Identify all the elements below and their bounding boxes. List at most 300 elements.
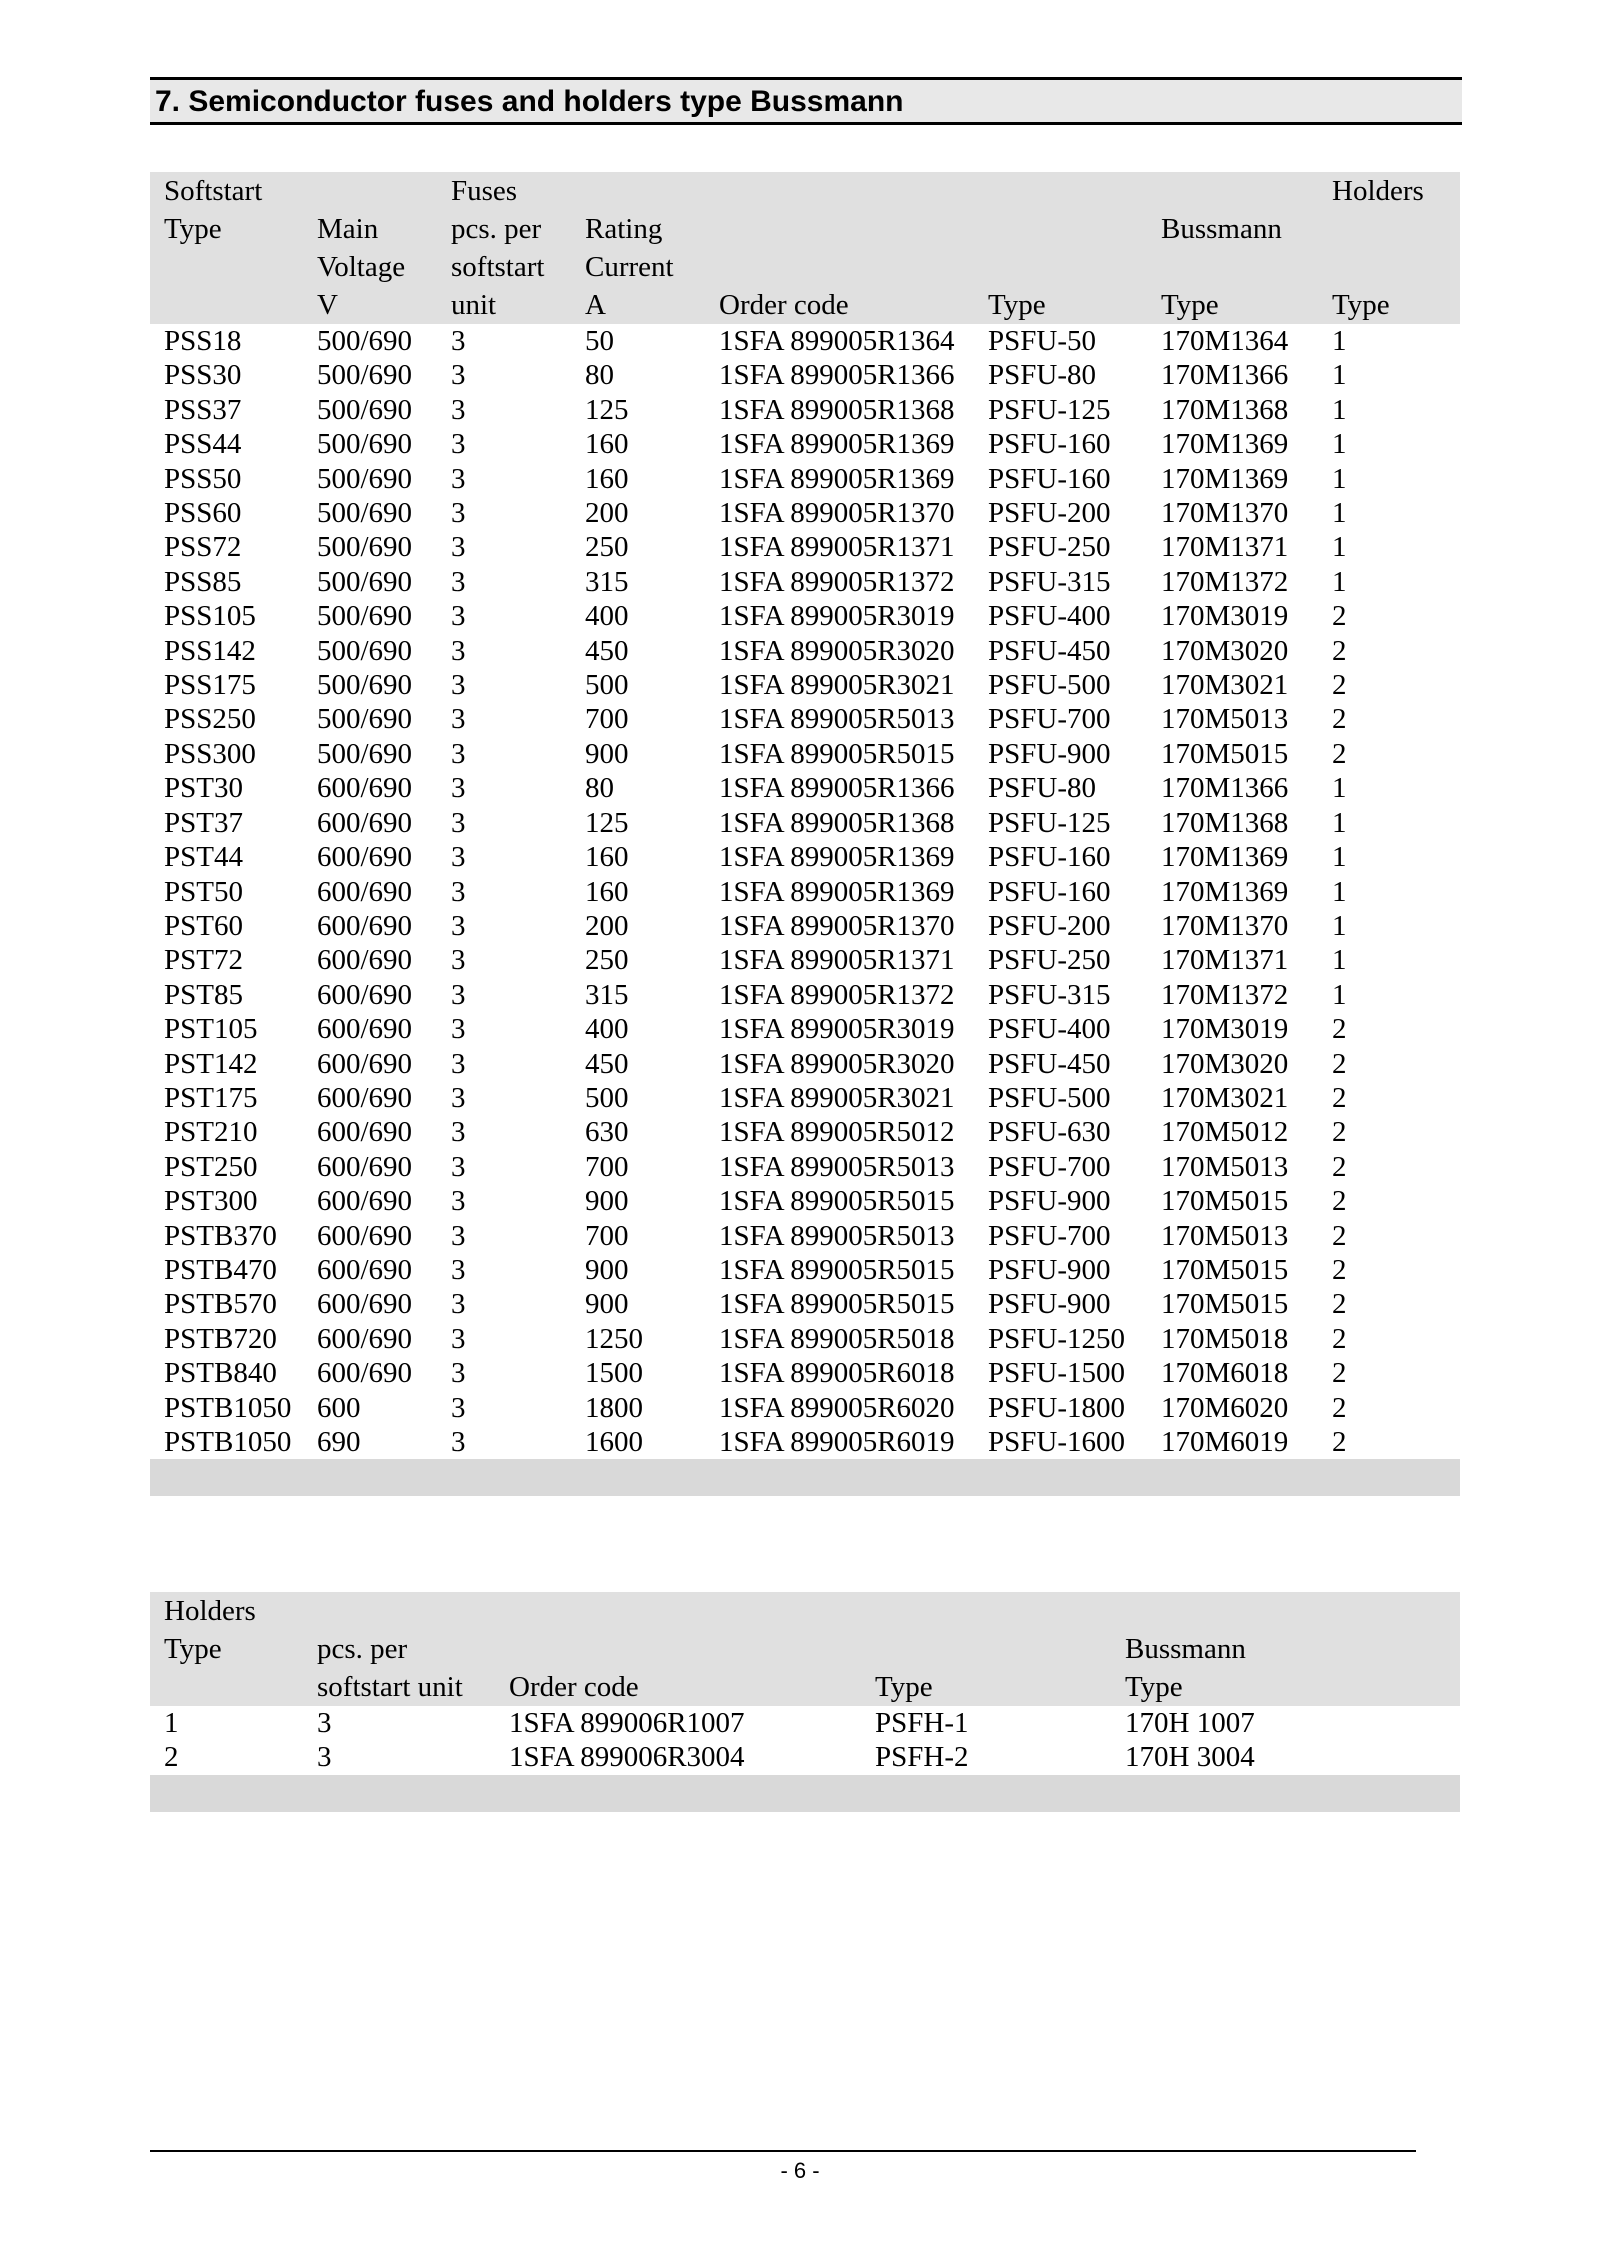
table-cell: 170H 3004 <box>1125 1741 1255 1774</box>
table-cell: 170M1372 <box>1161 565 1289 598</box>
table-cell: PSFU-900 <box>988 1185 1111 1218</box>
table-cell: 600/690 <box>317 1357 413 1390</box>
table-cell: 170M1364 <box>1161 325 1289 357</box>
header-cell <box>303 172 437 210</box>
header-row <box>150 248 1460 286</box>
header-cell: Type <box>150 210 303 248</box>
table-cell: PSFU-500 <box>988 1081 1111 1114</box>
table-cell: 900 <box>585 737 629 770</box>
table-cell: 3 <box>451 497 466 530</box>
table-cell: PSFH-2 <box>875 1741 969 1774</box>
table-cell: 170M3020 <box>1161 1047 1289 1080</box>
table-cell: 500 <box>585 1081 629 1114</box>
table-cell: 600/690 <box>317 1150 413 1183</box>
table-cell: 600/690 <box>317 1116 413 1149</box>
header-cell <box>705 172 974 210</box>
header-cell <box>571 172 705 210</box>
table-cell: PSFU-80 <box>988 359 1096 392</box>
table-cell: 1SFA 899005R5015 <box>719 1185 955 1218</box>
header-cell: Rating <box>571 210 705 248</box>
table-cell: PST85 <box>164 978 243 1011</box>
table-cell: 3 <box>451 1391 466 1424</box>
table-cell: 3 <box>451 772 466 805</box>
table-cell: 3 <box>451 1322 466 1355</box>
table-cell: PSFU-250 <box>988 944 1111 977</box>
table-cell: PST37 <box>164 806 243 839</box>
header-cell: V <box>303 286 437 324</box>
header-cell: Bussmann <box>1147 210 1318 248</box>
table-cell: 170M1368 <box>1161 393 1289 426</box>
header-cell <box>974 210 1147 248</box>
table-cell: PST60 <box>164 909 243 942</box>
table-cell: 170M1369 <box>1161 875 1289 908</box>
footer-divider <box>150 2150 1416 2152</box>
table-cell: PSS37 <box>164 393 242 426</box>
table-cell: 1 <box>1332 978 1347 1011</box>
table-cell: 500/690 <box>317 393 413 426</box>
header-cell <box>1318 210 1460 248</box>
header-cell: Type <box>150 1630 303 1668</box>
table-cell: PST50 <box>164 875 243 908</box>
header-cell: Order code <box>705 286 974 324</box>
header-row <box>150 1592 1460 1630</box>
header-row <box>150 1668 1460 1706</box>
table-cell: 600/690 <box>317 806 413 839</box>
header-cell: unit <box>437 286 571 324</box>
table-row <box>150 1047 1460 1081</box>
table-cell: 1 <box>1332 462 1347 495</box>
header-cell <box>861 1630 1111 1668</box>
table-cell: 50 <box>585 325 614 357</box>
table-cell: 1250 <box>585 1322 643 1355</box>
table-cell: PSS30 <box>164 359 242 392</box>
header-cell: pcs. per <box>303 1630 495 1668</box>
table-cell: 1SFA 899005R5018 <box>719 1322 955 1355</box>
table-cell: 1 <box>1332 497 1347 530</box>
table-cell: 3 <box>451 1253 466 1286</box>
header-cell <box>150 286 303 324</box>
table-cell: PSTB370 <box>164 1219 277 1252</box>
table-cell: PSS60 <box>164 497 242 530</box>
table-cell: PSFU-200 <box>988 909 1111 942</box>
table-row <box>150 1219 1460 1253</box>
table-row <box>150 840 1460 874</box>
table-cell: 2 <box>1332 1116 1347 1149</box>
table-cell: 3 <box>451 1047 466 1080</box>
table-cell: PSFU-700 <box>988 1219 1111 1252</box>
table-row <box>150 1150 1460 1184</box>
table-cell: 2 <box>1332 1426 1347 1458</box>
table-cell: 2 <box>1332 1047 1347 1080</box>
table-cell: 400 <box>585 600 629 633</box>
table-cell: 1500 <box>585 1357 643 1390</box>
table-row <box>150 393 1460 427</box>
table-cell: 1SFA 899005R3019 <box>719 1013 955 1046</box>
table-cell: 3 <box>451 1426 466 1458</box>
table-cell: 900 <box>585 1185 629 1218</box>
table-cell: 1SFA 899005R5013 <box>719 1150 955 1183</box>
table-cell: 170M5012 <box>1161 1116 1289 1149</box>
table-cell: 160 <box>585 428 629 461</box>
table-cell: 1600 <box>585 1426 643 1458</box>
table-cell: 900 <box>585 1253 629 1286</box>
table-cell: 630 <box>585 1116 629 1149</box>
table-cell: 3 <box>451 1185 466 1218</box>
table-cell: PSFU-450 <box>988 1047 1111 1080</box>
table-cell: 1SFA 899006R3004 <box>509 1741 745 1774</box>
table-cell: PSFU-1500 <box>988 1357 1125 1390</box>
fuse-table <box>150 172 1460 1496</box>
table-row <box>150 324 1460 358</box>
table-cell: PSS44 <box>164 428 242 461</box>
table-cell: PSS105 <box>164 600 256 633</box>
table-cell: 500/690 <box>317 325 413 357</box>
table-cell: 170M5018 <box>1161 1322 1289 1355</box>
table-cell: 500/690 <box>317 359 413 392</box>
table-cell: 1SFA 899005R6018 <box>719 1357 955 1390</box>
table-cell: 1 <box>1332 909 1347 942</box>
table-cell: 3 <box>451 428 466 461</box>
table-cell: PSS50 <box>164 462 242 495</box>
table-row <box>150 1740 1460 1774</box>
table-cell: 2 <box>1332 1253 1347 1286</box>
table-row <box>150 1184 1460 1218</box>
table-row <box>150 634 1460 668</box>
table-cell: 1SFA 899005R1372 <box>719 565 955 598</box>
header-cell <box>495 1592 861 1630</box>
table-cell: 3 <box>451 1150 466 1183</box>
table-cell: 700 <box>585 1150 629 1183</box>
table-cell: PSFU-400 <box>988 1013 1111 1046</box>
table-cell: 200 <box>585 497 629 530</box>
table-cell: PSFU-160 <box>988 841 1111 874</box>
table-cell: 2 <box>1332 1150 1347 1183</box>
header-cell <box>303 1592 495 1630</box>
table-cell: 1SFA 899005R5015 <box>719 1288 955 1321</box>
table-cell: PSS300 <box>164 737 256 770</box>
table-cell: 2 <box>164 1741 179 1774</box>
table-cell: 1SFA 899005R3021 <box>719 1081 955 1114</box>
table-cell: 2 <box>1332 1288 1347 1321</box>
table-cell: PST250 <box>164 1150 258 1183</box>
table-cell: 700 <box>585 1219 629 1252</box>
table-cell: 3 <box>451 359 466 392</box>
table-cell: 3 <box>451 1219 466 1252</box>
table-row <box>150 1287 1460 1321</box>
table-cell: PSFU-1600 <box>988 1426 1125 1458</box>
table-row <box>150 943 1460 977</box>
table-cell: 3 <box>451 703 466 736</box>
table-row <box>150 530 1460 564</box>
table-cell: 500/690 <box>317 703 413 736</box>
table-cell: 3 <box>451 1081 466 1114</box>
table-cell: PSFU-900 <box>988 737 1111 770</box>
table-row <box>150 1253 1460 1287</box>
table-cell: PSFH-1 <box>875 1707 969 1739</box>
header-cell: softstart <box>437 248 571 286</box>
table-cell: 3 <box>451 634 466 667</box>
header-cell: Type <box>1318 286 1460 324</box>
table-cell: PSFU-160 <box>988 462 1111 495</box>
table-cell: 170M3019 <box>1161 600 1289 633</box>
table-row <box>150 427 1460 461</box>
table-cell: 500/690 <box>317 531 413 564</box>
table-cell: 2 <box>1332 1185 1347 1218</box>
table-cell: 500/690 <box>317 428 413 461</box>
header-cell <box>150 1668 303 1706</box>
table-cell: 1SFA 899005R3020 <box>719 634 955 667</box>
table-cell: 1 <box>1332 393 1347 426</box>
table-cell: 3 <box>451 909 466 942</box>
table-cell: PSTB470 <box>164 1253 277 1286</box>
table-cell: PSFU-500 <box>988 669 1111 702</box>
table-cell: 1800 <box>585 1391 643 1424</box>
table-cell: 1SFA 899005R5015 <box>719 737 955 770</box>
table-cell: 600/690 <box>317 1013 413 1046</box>
table-cell: 450 <box>585 1047 629 1080</box>
header-cell <box>150 248 303 286</box>
table-cell: 600/690 <box>317 1322 413 1355</box>
table-row <box>150 875 1460 909</box>
table-cell: 600/690 <box>317 772 413 805</box>
table-cell: 1 <box>1332 565 1347 598</box>
table-cell: 2 <box>1332 1013 1347 1046</box>
table-cell: 3 <box>451 600 466 633</box>
table-cell: 200 <box>585 909 629 942</box>
table-cell: 1 <box>1332 944 1347 977</box>
table-cell: PST210 <box>164 1116 258 1149</box>
header-cell <box>861 1592 1111 1630</box>
table-cell: 3 <box>451 944 466 977</box>
table-cell: 1 <box>1332 806 1347 839</box>
table-cell: 160 <box>585 875 629 908</box>
table-cell: 600/690 <box>317 978 413 1011</box>
table-cell: PSS250 <box>164 703 256 736</box>
table-row <box>150 599 1460 633</box>
table-cell: 1SFA 899005R5012 <box>719 1116 955 1149</box>
table-cell: 80 <box>585 772 614 805</box>
table-cell: 600/690 <box>317 1081 413 1114</box>
table-cell: 1 <box>1332 359 1347 392</box>
table-cell: PSTB720 <box>164 1322 277 1355</box>
table-cell: 3 <box>451 1357 466 1390</box>
table-cell: 2 <box>1332 737 1347 770</box>
table-cell: 600/690 <box>317 1219 413 1252</box>
table-cell: PSS142 <box>164 634 256 667</box>
table-cell: 3 <box>317 1741 332 1774</box>
table-cell: 170M5013 <box>1161 703 1289 736</box>
table-cell: 2 <box>1332 634 1347 667</box>
table-cell: 170M1370 <box>1161 497 1289 530</box>
table-cell: 160 <box>585 841 629 874</box>
table-cell: 170M1371 <box>1161 531 1289 564</box>
table-cell: 1SFA 899005R1369 <box>719 462 955 495</box>
table-cell: 315 <box>585 565 629 598</box>
table-cell: 500 <box>585 669 629 702</box>
table-cell: 600/690 <box>317 1047 413 1080</box>
table-cell: 2 <box>1332 1081 1347 1114</box>
table-cell: 2 <box>1332 600 1347 633</box>
table-cell: 700 <box>585 703 629 736</box>
header-cell: Type <box>1111 1668 1460 1706</box>
table-cell: 500/690 <box>317 497 413 530</box>
header-cell: A <box>571 286 705 324</box>
table-row <box>150 668 1460 702</box>
table-row <box>150 1012 1460 1046</box>
table-cell: 250 <box>585 944 629 977</box>
table-cell: 500/690 <box>317 669 413 702</box>
table-cell: 3 <box>451 875 466 908</box>
table-cell: 3 <box>451 978 466 1011</box>
table-cell: 3 <box>451 1288 466 1321</box>
table-cell: PSFU-400 <box>988 600 1111 633</box>
table-row <box>150 806 1460 840</box>
table-cell: 2 <box>1332 1391 1347 1424</box>
table-cell: 1SFA 899005R6019 <box>719 1426 955 1458</box>
table-cell: 170M6020 <box>1161 1391 1289 1424</box>
fuse-table-body <box>150 324 1460 1459</box>
header-cell <box>1318 248 1460 286</box>
table-cell: 690 <box>317 1426 361 1458</box>
table-cell: PST72 <box>164 944 243 977</box>
table-cell: 1SFA 899005R1364 <box>719 325 955 357</box>
fuse-table-header <box>150 172 1460 324</box>
table-cell: 3 <box>451 325 466 357</box>
holder-table-body <box>150 1706 1460 1775</box>
table-row <box>150 1706 1460 1740</box>
table-cell: 1SFA 899005R3019 <box>719 600 955 633</box>
table-cell: 170M1369 <box>1161 428 1289 461</box>
table-cell: 2 <box>1332 1219 1347 1252</box>
table-cell: 1SFA 899005R1372 <box>719 978 955 1011</box>
table-cell: 600 <box>317 1391 361 1424</box>
header-cell: Voltage <box>303 248 437 286</box>
table-cell: 170M1372 <box>1161 978 1289 1011</box>
table-row <box>150 909 1460 943</box>
table-cell: 1SFA 899005R5015 <box>719 1253 955 1286</box>
table-cell: PSFU-160 <box>988 875 1111 908</box>
table-cell: PSFU-900 <box>988 1253 1111 1286</box>
table-cell: PST300 <box>164 1185 258 1218</box>
table-cell: PSFU-315 <box>988 565 1111 598</box>
table-cell: 170M5013 <box>1161 1150 1289 1183</box>
table-cell: 600/690 <box>317 1253 413 1286</box>
table-cell: 170M3019 <box>1161 1013 1289 1046</box>
holder-table-header <box>150 1592 1460 1706</box>
table-cell: 3 <box>451 393 466 426</box>
table-row <box>150 702 1460 736</box>
table-cell: 170M6018 <box>1161 1357 1289 1390</box>
table-cell: 1SFA 899005R1369 <box>719 428 955 461</box>
table-cell: PSS85 <box>164 565 242 598</box>
table-cell: 1SFA 899005R1370 <box>719 909 955 942</box>
table-cell: 170M6019 <box>1161 1426 1289 1458</box>
header-cell: softstart unit <box>303 1668 495 1706</box>
table-cell: 500/690 <box>317 600 413 633</box>
table-cell: 1 <box>1332 428 1347 461</box>
table-cell: 1SFA 899005R1368 <box>719 393 955 426</box>
table-cell: 600/690 <box>317 841 413 874</box>
table-cell: PSFU-250 <box>988 531 1111 564</box>
table-cell: PSTB840 <box>164 1357 277 1390</box>
table-cell: PSTB1050 <box>164 1426 292 1458</box>
table-cell: 900 <box>585 1288 629 1321</box>
table-cell: PSS175 <box>164 669 256 702</box>
table-row <box>150 737 1460 771</box>
header-cell: Type <box>861 1668 1111 1706</box>
header-row <box>150 172 1460 210</box>
page-number: - 6 - <box>780 2158 820 2183</box>
table-cell: 170H 1007 <box>1125 1707 1255 1739</box>
header-cell: Type <box>974 286 1147 324</box>
table-cell: 1 <box>1332 325 1347 357</box>
table-cell: 1SFA 899005R1371 <box>719 531 955 564</box>
table-cell: 1SFA 899005R5013 <box>719 1219 955 1252</box>
header-row <box>150 210 1460 248</box>
table-cell: PST142 <box>164 1047 258 1080</box>
table-cell: 450 <box>585 634 629 667</box>
table-cell: 500/690 <box>317 634 413 667</box>
table-cell: 500/690 <box>317 737 413 770</box>
table-cell: 1SFA 899005R1368 <box>719 806 955 839</box>
header-cell <box>974 248 1147 286</box>
table-row <box>150 462 1460 496</box>
table-cell: 600/690 <box>317 909 413 942</box>
table-cell: PST175 <box>164 1081 258 1114</box>
header-cell <box>1147 172 1318 210</box>
table-row <box>150 1081 1460 1115</box>
table-cell: PSFU-1250 <box>988 1322 1125 1355</box>
table-cell: PSFU-160 <box>988 428 1111 461</box>
table-cell: 600/690 <box>317 875 413 908</box>
table-row <box>150 496 1460 530</box>
table-cell: 3 <box>451 1013 466 1046</box>
table-cell: 1SFA 899006R1007 <box>509 1707 745 1739</box>
table-cell: 170M3021 <box>1161 669 1289 702</box>
table-cell: 80 <box>585 359 614 392</box>
table-cell: 1SFA 899005R1369 <box>719 875 955 908</box>
table-cell: 600/690 <box>317 944 413 977</box>
table-cell: 1SFA 899005R1366 <box>719 772 955 805</box>
table-cell: PST30 <box>164 772 243 805</box>
table-cell: 1 <box>1332 875 1347 908</box>
table-cell: PSFU-1800 <box>988 1391 1125 1424</box>
table-row <box>150 358 1460 392</box>
table-row <box>150 1391 1460 1425</box>
table-cell: PSFU-125 <box>988 806 1111 839</box>
table-cell: 170M1368 <box>1161 806 1289 839</box>
header-cell <box>705 210 974 248</box>
table-cell: 3 <box>451 806 466 839</box>
table-cell: 600/690 <box>317 1288 413 1321</box>
fuse-table-footer-band <box>150 1459 1460 1496</box>
table-cell: 3 <box>451 531 466 564</box>
table-cell: PST105 <box>164 1013 258 1046</box>
table-cell: 125 <box>585 393 629 426</box>
table-cell: 3 <box>451 462 466 495</box>
header-row <box>150 1630 1460 1668</box>
header-cell <box>705 248 974 286</box>
table-cell: 600/690 <box>317 1185 413 1218</box>
table-cell: 170M3020 <box>1161 634 1289 667</box>
table-row <box>150 1322 1460 1356</box>
table-cell: 250 <box>585 531 629 564</box>
table-cell: 170M5015 <box>1161 737 1289 770</box>
table-cell: PSFU-630 <box>988 1116 1111 1149</box>
table-cell: 170M5015 <box>1161 1253 1289 1286</box>
table-cell: 500/690 <box>317 565 413 598</box>
header-cell: Holders <box>1318 172 1460 210</box>
